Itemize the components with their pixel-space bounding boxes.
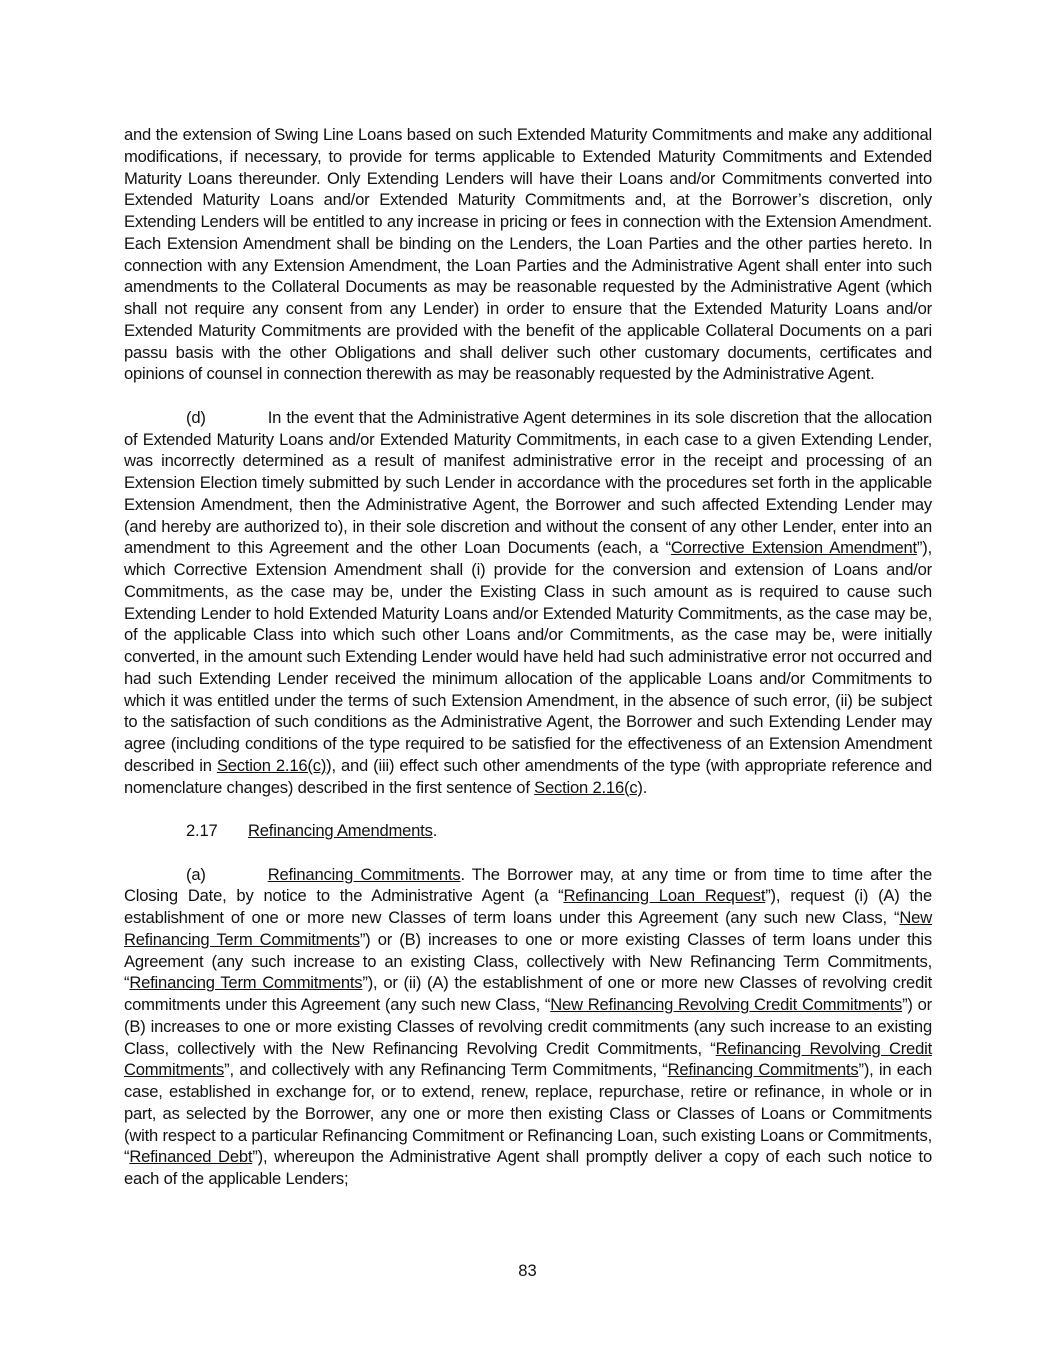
paragraph-text: ”) or (B) increases to one or more existing Classes of revolving credit commitments (any such increase to an existing Class, collectively with the New Refinancing Revolving Credit Commitments, “ <box>124 995 932 1058</box>
section-heading <box>124 820 932 842</box>
paragraph-text: . The Borrower may, at any time or from time to time after the Closing Date, by notice to the Administrative Agent (a “ <box>124 864 932 906</box>
section-reference: Section 2.16(c) <box>216 755 327 775</box>
paragraph-text: ”, and collectively with any Refinancing Term Commitments, “ <box>224 1060 668 1080</box>
paragraph-d <box>124 407 932 799</box>
section-title-period: . <box>432 821 438 840</box>
defined-term: New Refinancing Revolving Credit Commitments <box>550 995 903 1014</box>
defined-term: Refinanced Debt <box>129 1147 253 1167</box>
document-body <box>124 124 932 1212</box>
section-title: Refinancing Amendments <box>248 821 433 840</box>
defined-term: New Refinancing Term Commitments <box>124 908 932 949</box>
defined-term: Corrective Extension Amendment <box>670 538 917 558</box>
paragraph-text: ”), request (i) (A) the establishment of one or more new Classes of term loans under this Agreement (any such new Class, “ <box>124 886 932 927</box>
paragraph-text: . <box>642 777 648 797</box>
paragraph-text: In the event that the Administrative Agent determines in its sole discretion that the allocation of Extended Maturity Loans and/or Extended Maturity Commitments, in each case to a given Extending Lender, was incorrectly determined as a result of manifest administrative error in the receipt and processing of an Extension Election timely submitted by such Lender in accordance with the procedures set forth in the applicable Extension Amendment, then the Administrative Agent, the Borrower and such affected Extending Lender may (and hereby are authorized to), in their sole discretion and without the consent of any other Lender, enter into an amendment to this Agreement and the other Loan Documents (each, a “ <box>124 407 932 558</box>
paragraph-text: ”), in each case, established in exchange for, or to extend, renew, replace, repurchase, retire or refinance, in whole or in part, as selected by the Borrower, any one or more then existing Class or Classes of Loans or Commitments (with respect to a particular Refinancing Commitment or Refinancing Loan, such existing Loans or Commitments, “ <box>124 1060 932 1167</box>
paragraph-text: ”), which Corrective Extension Amendment shall (i) provide for the conversion and extension of Loans and/or Commitments, as the case may be, under the Existing Class in such amount as is required to cause such Extending Lender to hold Extended Maturity Loans and/or Extended Maturity Commitments, as the case may be, of the applicable Class into which such other Loans and/or Commitments, as the case may be, were initially converted, in the amount such Extending Lender would have held had such administrative error not occurred and had such Extending Lender received the minimum allocation of the applicable Loans and/or Commitments to which it was entitled under the terms of such Extension Amendment, in the absence of such error, (ii) be subject to the satisfaction of such conditions as the Administrative Agent, the Borrower and such Extending Lender may agree (including conditions of the type required to be satisfied for the effectiveness of an Extension Amendment described in <box>124 538 932 775</box>
clause-title: Refinancing Commitments <box>267 864 461 884</box>
paragraph-continuation <box>124 124 932 385</box>
defined-term: Refinancing Loan Request <box>563 886 766 906</box>
section-number: 2.17 <box>186 821 218 840</box>
section-reference: Section 2.16(c) <box>534 777 643 797</box>
paragraph-a <box>124 864 932 1190</box>
defined-term: Refinancing Term Commitments <box>129 973 363 993</box>
page-number: 83 <box>518 1261 537 1280</box>
paragraph-text: ”), whereupon the Administrative Agent shall promptly deliver a copy of each such notice to each of the applicable Lenders; <box>124 1147 932 1188</box>
paragraph-text: and the extension of Swing Line Loans based on such Extended Maturity Commitments and make any additional modifications, if necessary, to provide for terms applicable to Extended Maturity Commitments and Extended Maturity Loans thereunder. Only Extending Lenders will have their Loans and/or Commitments converted into Extended Maturity Loans and/or Extended Maturity Commitments and, at the Borrower’s discretion, only Extending Lenders will be entitled to any increase in pricing or fees in connection with the Extension Amendment. Each Extension Amendment shall be binding on the Lenders, the Loan Parties and the other parties hereto. In connection with any Extension Amendment, the Loan Parties and the Administrative Agent shall enter into such amendments to the Collateral Documents as may be reasonable requested by the Administrative Agent (which shall not require any consent from any Lender) in order to ensure that the Extended Maturity Loans and/or Extended Maturity Commitments are provided with the benefit of the applicable Collateral Documents on a pari passu basis with the other Obligations and shall deliver such other customary documents, certificates and opinions of counsel in connection therewith as may be reasonably requested by the Administrative Agent. <box>124 125 932 384</box>
clause-label: (a) <box>186 864 206 884</box>
paragraph-text: ”) or (B) increases to one or more existing Classes of term loans under this Agreement (any such increase to an existing Class, collectively with New Refinancing Term Commitments, “ <box>124 929 932 993</box>
clause-label: (d) <box>186 407 206 427</box>
defined-term: Refinancing Revolving Credit Commitments <box>124 1038 933 1080</box>
defined-term: Refinancing Commitments <box>667 1060 859 1080</box>
paragraph-text: ), and (iii) effect such other amendments of the type (with appropriate reference and nomenclature changes) described in the first sentence of <box>124 755 932 797</box>
paragraph-text: ”), or (ii) (A) the establishment of one or more new Classes of revolving credit commitments under this Agreement (any such new Class, “ <box>124 973 933 1014</box>
